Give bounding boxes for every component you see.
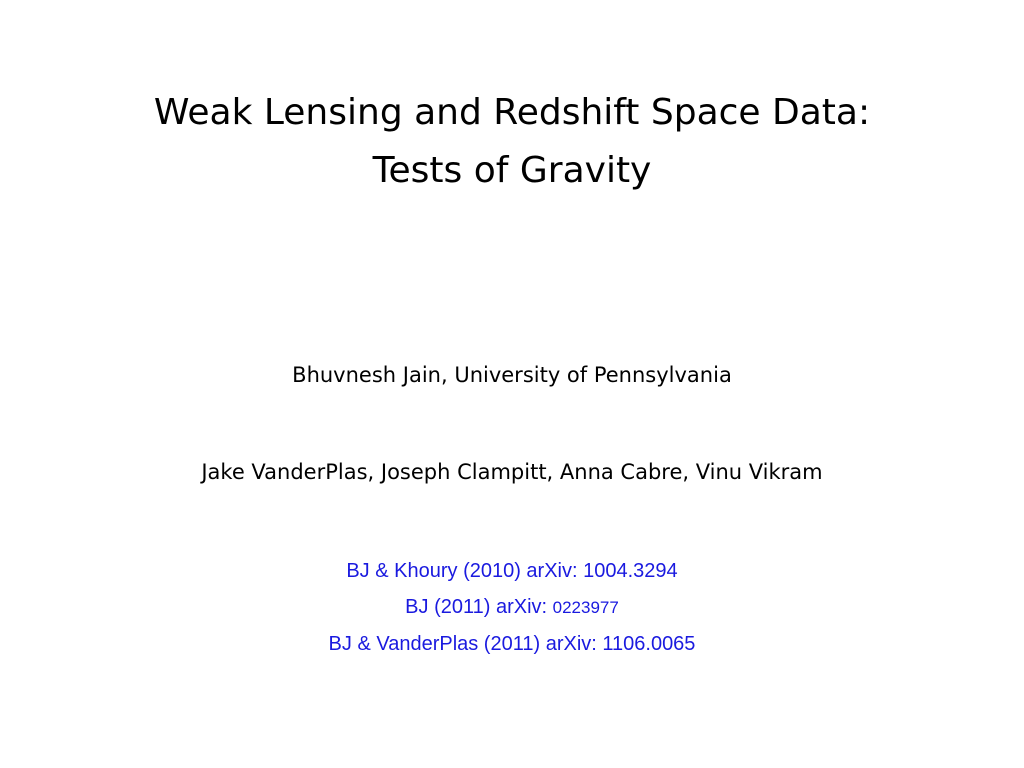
reference-3: BJ & VanderPlas (2011) arXiv: 1106.0065 <box>328 633 696 655</box>
title-line-2: Tests of Gravity <box>372 150 652 191</box>
coauthors: Jake VanderPlas, Joseph Clampitt, Anna Cabre, Vinu Vikram <box>201 460 823 484</box>
reference-1: BJ & Khoury (2010) arXiv: 1004.3294 <box>346 560 678 582</box>
reference-2 <box>40 589 984 626</box>
slide-title <box>60 84 964 200</box>
presenter-affiliation: Bhuvnesh Jain, University of Pennsylvania <box>292 363 732 387</box>
references-list <box>40 553 984 662</box>
reference-2-number: 0223977 <box>552 598 619 617</box>
title-line-1: Weak Lensing and Redshift Space Data: <box>153 92 871 133</box>
reference-2-prefix: BJ (2011) arXiv: <box>405 596 553 618</box>
